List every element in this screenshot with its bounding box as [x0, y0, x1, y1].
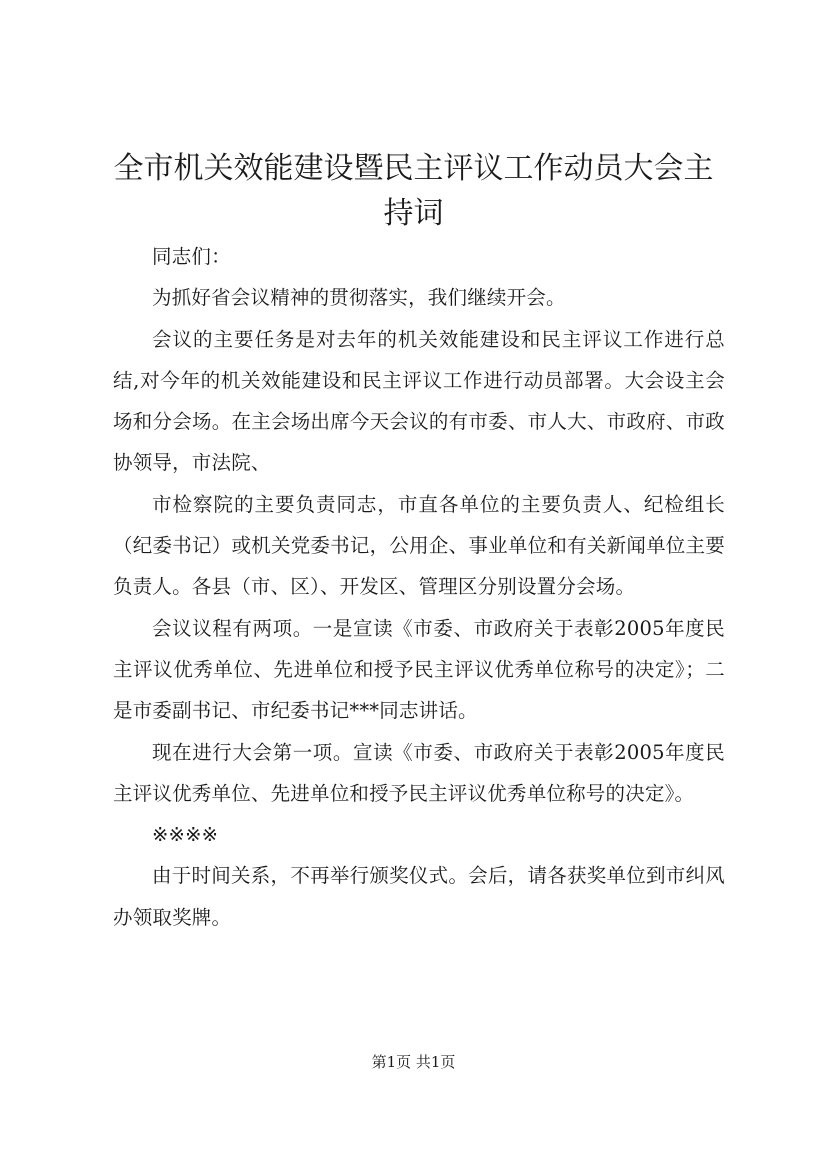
body-paragraph: 为抓好省会议精神的贯彻落实，我们继续开会。 — [152, 286, 566, 310]
body-paragraph: 由于时间关系，不再举行颁奖仪式。会后，请各获奖单位到市纠风办领取奖牌。 — [113, 864, 725, 929]
body-paragraph: 现在进行大会第一项。宣读《市委、市政府关于表彰2005年度民主评议优秀单位、先进单位和授予民主评议优秀单位称号的决定》。 — [113, 740, 725, 805]
page-footer: 第1页 共1页 — [371, 1053, 456, 1071]
salutation-paragraph: 同志们： — [152, 245, 231, 268]
body-paragraph: 会议的主要任务是对去年的机关效能建设和民主评议工作进行总结,对今年的机关效能建设和民主评议工作进行动员部署。大会设主会场和分会场。在主会场出席今天会议的有市委、市人大、市政府、市政协领导，市法院、 — [113, 327, 725, 475]
separator-paragraph: ※※※※ — [152, 823, 219, 847]
body-paragraph: 市检察院的主要负责同志，市直各单位的主要负责人、纪检组长（纪委书记）或机关党委书记，公用企、事业单位和有关新闻单位主要负责人。各县（市、区）、开发区、管理区分别设置分会场。 — [113, 492, 725, 599]
body-paragraph: 会议议程有两项。一是宣读《市委、市政府关于表彰2005年度民主评议优秀单位、先进单位和授予民主评议优秀单位称号的决定》；二是市委副书记、市纪委书记***同志讲话。 — [113, 616, 725, 723]
document-body — [113, 236, 725, 938]
document-title: 全市机关效能建设暨民主评议工作动员大会主持词 — [113, 151, 714, 231]
